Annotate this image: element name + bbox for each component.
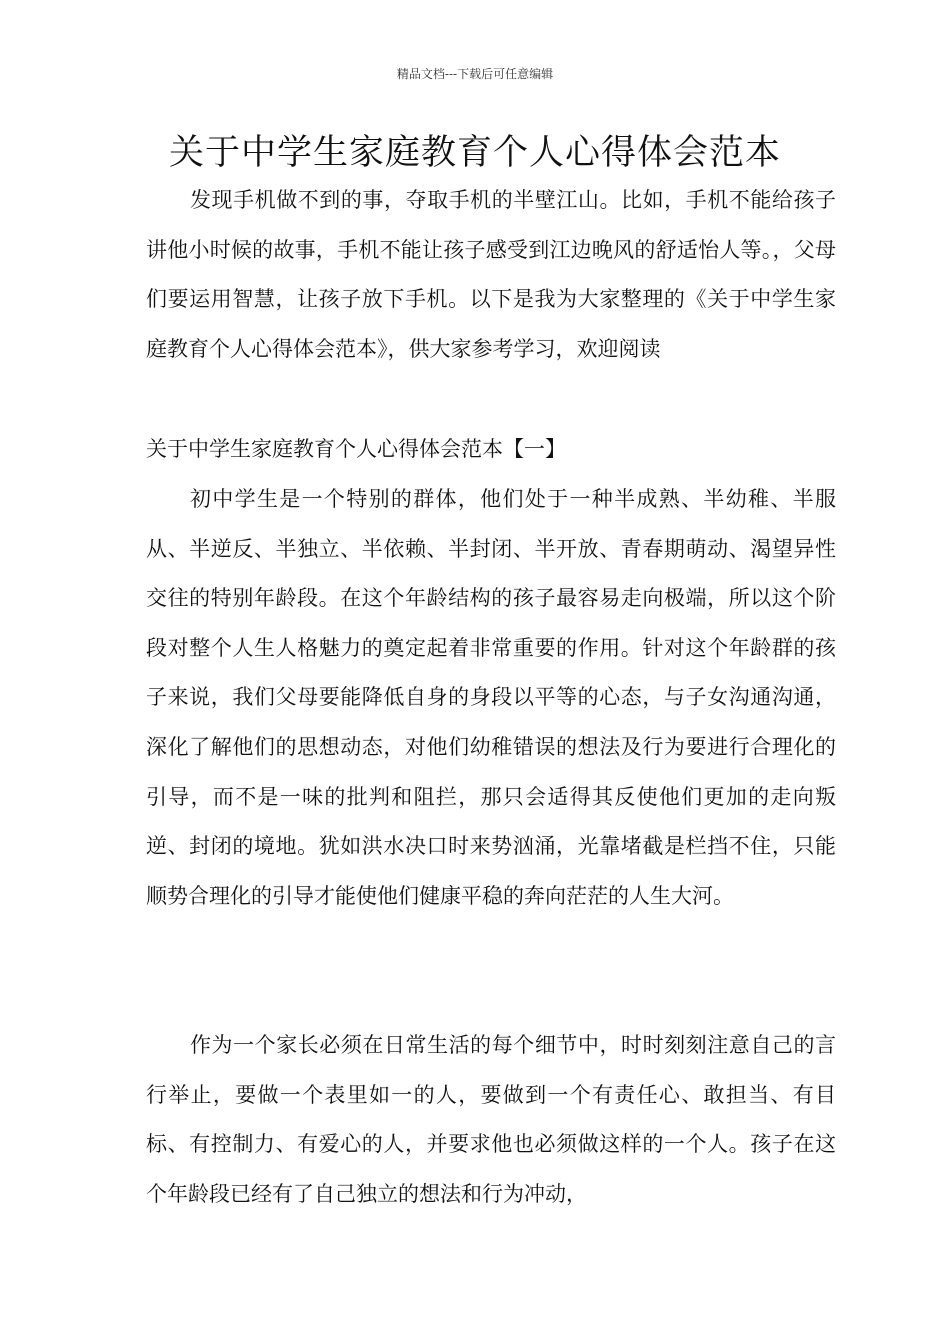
body-paragraph: 初中学生是一个特别的群体，他们处于一种半成熟、半幼稚、半服从、半逆反、半独立、半依赖、半封闭、半开放、青春期萌动、渴望异性交往的特别年龄段。在这个年龄结构的孩子最容易走向极端，所以这个阶段对整个人生人格魅力的奠定起着非常重要的作用。针对这个年龄群的孩子来说，我们父母要能降低自身的身段以平等的心态，与子女沟通沟通，深化了解他们的思想动态，对他们幼稚错误的想法及行为要进行合理化的引导，而不是一味的批判和阻拦，那只会适得其反使他们更加的走向叛逆、封闭的境地。犹如洪水决口时来势汹涌，光靠堵截是栏挡不住，只能顺势合理化的引导才能使他们健康平稳的奔向茫茫的人生大河。 — [146, 487, 836, 908]
document-title: 关于中学生家庭教育个人心得体会范本 — [168, 133, 781, 173]
header-note: 精品文档---下载后可任意编辑 — [396, 67, 554, 81]
section-heading: 关于中学生家庭教育个人心得体会范本【一】 — [146, 437, 566, 461]
intro-paragraph: 发现手机做不到的事，夺取手机的半壁江山。比如，手机不能给孩子讲他小时候的故事，手机不能让孩子感受到江边晚风的舒适怡人等。，父母们要运用智慧，让孩子放下手机。以下是我为大家整理的《关于中学生家庭教育个人心得体会范本》，供大家参考学习，欢迎阅读 — [146, 188, 836, 361]
body-paragraph: 作为一个家长必须在日常生活的每个细节中，时时刻刻注意自己的言行举止，要做一个表里如一的人，要做到一个有责任心、敢担当、有目标、有控制力、有爱心的人，并要求他也必须做这样的一个人。孩子在这个年龄段已经有了自己独立的想法和行为冲动， — [146, 1033, 836, 1206]
